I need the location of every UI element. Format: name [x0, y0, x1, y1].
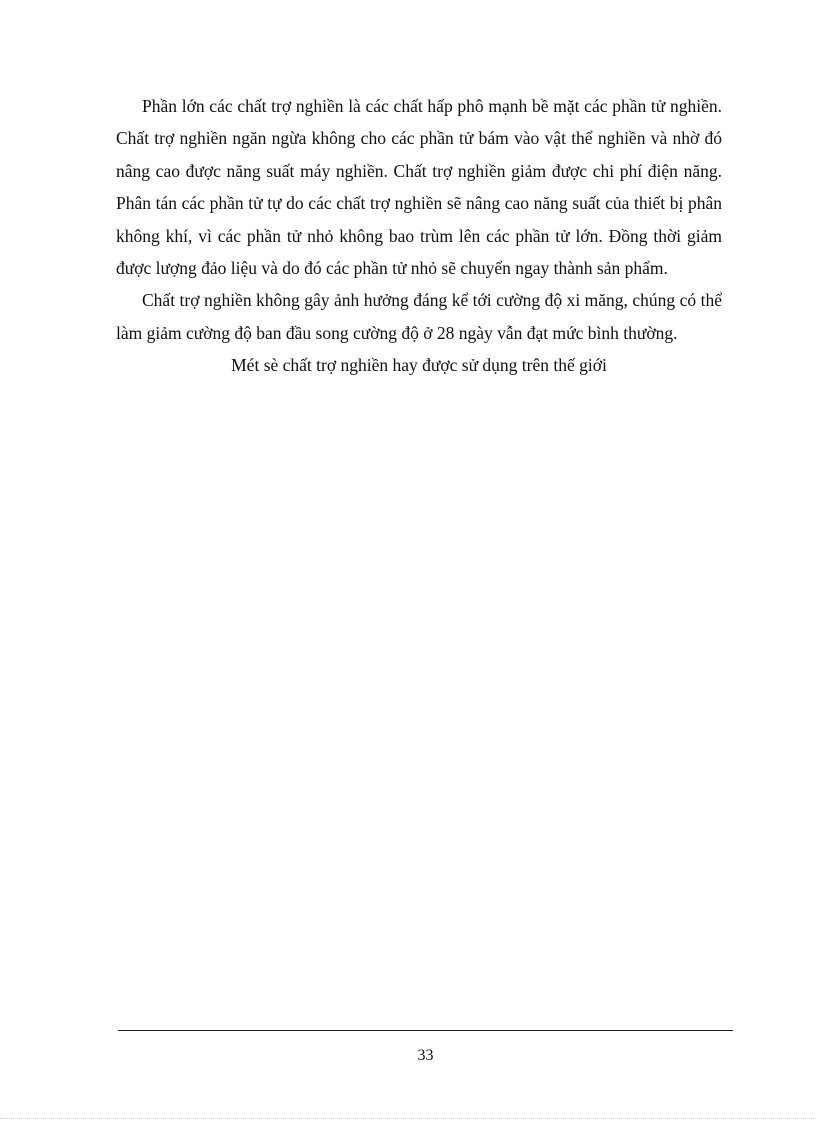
- page-edge-dotted-line: [0, 1118, 816, 1119]
- page-body: [116, 90, 722, 382]
- table-caption: Mét sè chất trợ nghiền hay được sử dụng trên thế giới: [231, 355, 607, 376]
- footer-divider: [118, 1030, 733, 1031]
- page-number: 33: [417, 1047, 434, 1064]
- paragraph-grinding-aids: Phần lớn các chất trợ nghiền là các chất hấp phô mạnh bề mặt các phần tử nghiền. Chất trợ nghiền ngăn ngừa không cho các phần tử bám vào vật thể nghiền và nhờ đó nâng cao được năng suất máy nghiền. Chất trợ nghiền giảm được chi phí điện năng. Phân tán các phần tử tự do các chất trợ nghiền sẽ nâng cao năng suất của thiết bị phân không khí, vì các phần tử nhỏ không bao trùm lên các phần tử lớn. Đồng thời giảm được lượng đảo liệu và do đó các phần tử nhỏ sẽ chuyển ngay thành sản phẩm.: [116, 96, 722, 279]
- paragraph-strength-effect: Chất trợ nghiền không gây ảnh hưởng đáng kể tới cường độ xi măng, chúng có thể làm giảm cường độ ban đầu song cường độ ở 28 ngày vẫn đạt mức bình thường.: [116, 290, 722, 343]
